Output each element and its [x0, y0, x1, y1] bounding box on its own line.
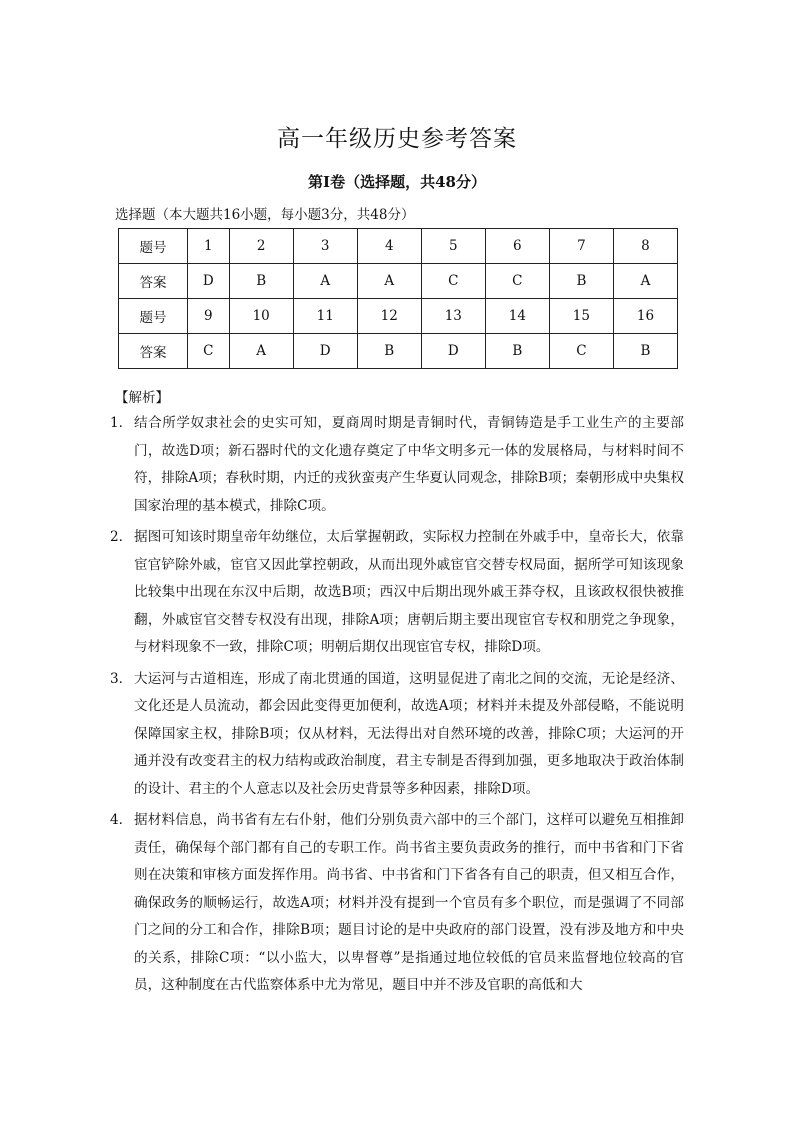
table-row [119, 229, 678, 264]
table-cell: A [357, 264, 421, 299]
table-cell: D [293, 334, 357, 369]
table-cell: 1 [188, 229, 230, 264]
table-cell: B [549, 264, 613, 299]
table-cell: A [293, 264, 357, 299]
table-cell: 15 [549, 299, 613, 334]
row-header: 题号 [119, 229, 188, 264]
item-text: 结合所学奴隶社会的史实可知，夏商周时期是青铜时代，青铜铸造是手工业生产的主要部门，故选D项；新石器时代的文化遗存奠定了中华文明多元一体的发展格局，与材料时间不符，排除A项；春秋时期，内迁的戎狄蛮夷产生华夏认同观念，排除B项；秦朝形成中央集权国家治理的基本模式，排除C项。 [134, 415, 684, 514]
table-cell: 14 [485, 299, 549, 334]
table-cell: 7 [549, 229, 613, 264]
table-cell: 16 [613, 299, 677, 334]
table-cell: B [229, 264, 293, 299]
row-header: 题号 [119, 299, 188, 334]
analysis-item [110, 410, 684, 520]
analysis-item [110, 807, 684, 1000]
item-number: 3． [110, 670, 133, 687]
table-row [119, 299, 678, 334]
table-cell: A [613, 264, 677, 299]
table-cell: B [613, 334, 677, 369]
analysis-list [110, 410, 684, 1004]
answer-table [118, 228, 678, 369]
table-row [119, 334, 678, 369]
item-number: 4． [110, 812, 133, 828]
item-text: 据图可知该时期皇帝年幼继位，太后掌握朝政，实际权力控制在外戚手中，皇帝长大，依靠宦官铲除外戚，宦官又因此掌控朝政，从而出现外戚宦官交替专权局面，据所学可知该现象比较集中出现在东汉中后期，故选B项；西汉中后期出现外戚王莽夺权，且该政权很快被推翻，外戚宦官交替专权没有出现，排除A项；唐朝后期主要出现宦官专权和朋党之争现象，与材料现象不一致，排除C项；明朝后期仅出现宦官专权，排除D项。 [134, 529, 684, 655]
item-text: 大运河与古道相连，形成了南北贯通的国道，这明显促进了南北之间的交流，无论是经济、文化还是人员流动，都会因此变得更加便利，故选A项；材料并未提及外部侵略，不能说明保障国家主权，排除B项；仅从材料，无法得出对自然环境的改善，排除C项；大运河的开通并没有改变君主的权力结构或政治制度，君主专制是否得到加强，更多地取决于政治体制的设计、君主的个人意志以及社会历史背景等多种因素，排除D项。 [134, 670, 684, 797]
table-row [119, 264, 678, 299]
table-cell: 3 [293, 229, 357, 264]
table-cell: 11 [293, 299, 357, 334]
table-cell: 6 [485, 229, 549, 264]
table-cell: C [188, 334, 230, 369]
table-cell: 5 [421, 229, 485, 264]
table-cell: 13 [421, 299, 485, 334]
item-number: 1． [110, 415, 133, 431]
table-cell: D [188, 264, 230, 299]
table-cell: 8 [613, 229, 677, 264]
analysis-item [110, 524, 684, 662]
table-cell: 10 [229, 299, 293, 334]
section-subtitle: 第Ⅰ卷（选择题，共48分） [308, 173, 486, 191]
item-text: 据材料信息，尚书省有左右仆射，他们分别负责六部中的三个部门，这样可以避免互相推卸责任，确保每个部门都有自己的专职工作。尚书省主要负责政务的推行，而中书省和门下省则在决策和审核方面发挥作用。尚书省、中书省和门下省各有自己的职责，但又相互合作，确保政务的顺畅运行，故选A项；材料并没有提到一个官员有多个职位，而是强调了不同部门之间的分工和合作，排除B项；题目讨论的是中央政府的部门设置，没有涉及地方和中央的关系，排除C项：“以小监大，以卑督尊”是指通过地位较低的官员来监督地位较高的官员，这种制度在古代监察体系中尤为常见，题目中并不涉及官职的高低和大 [134, 812, 684, 993]
row-header: 答案 [119, 334, 188, 369]
row-header: 答案 [119, 264, 188, 299]
table-cell: B [357, 334, 421, 369]
table-cell: 4 [357, 229, 421, 264]
analysis-item [110, 666, 684, 804]
section-note: 选择题（本大题共16小题，每小题3分，共48分） [115, 207, 415, 223]
page-title: 高一年级历史参考答案 [277, 126, 517, 152]
table-cell: C [549, 334, 613, 369]
table-cell: 2 [229, 229, 293, 264]
table-cell: B [485, 334, 549, 369]
table-cell: A [229, 334, 293, 369]
analysis-heading: 【解析】 [115, 390, 169, 406]
table-cell: C [485, 264, 549, 299]
table-cell: D [421, 334, 485, 369]
table-cell: 12 [357, 299, 421, 334]
item-number: 2． [110, 529, 133, 545]
table-cell: C [421, 264, 485, 299]
table-cell: 9 [188, 299, 230, 334]
